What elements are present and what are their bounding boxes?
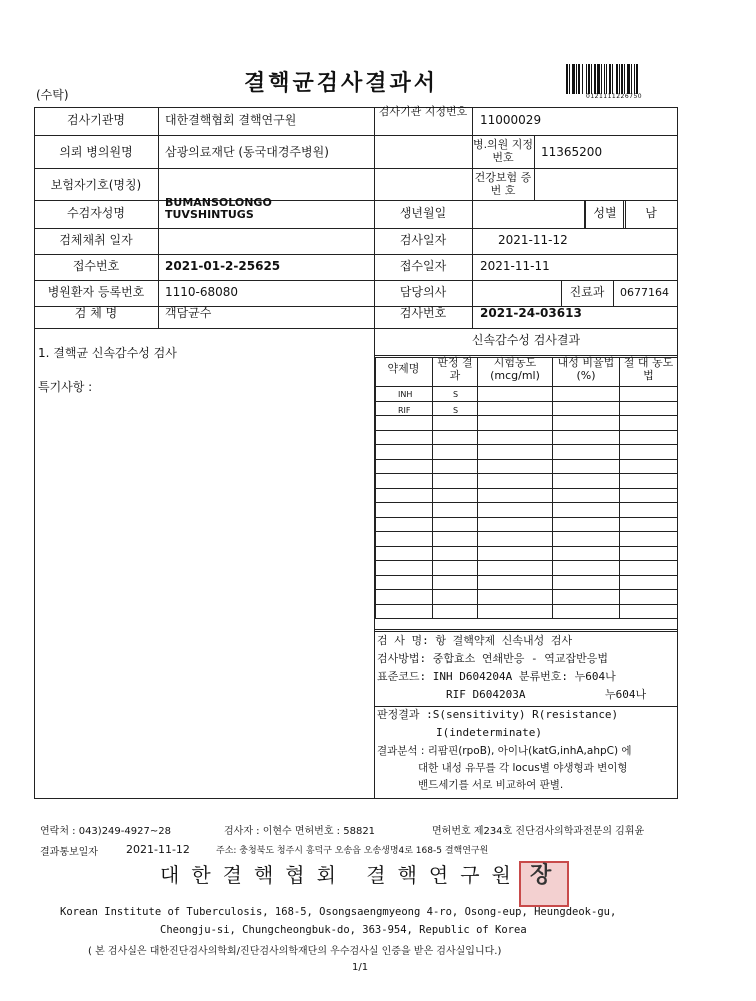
sex-value: 남	[645, 206, 657, 220]
lab-name-value: 대한결핵협회 결핵연구원	[165, 113, 297, 127]
header-concentration: 시험농도 (mcg/ml)	[490, 356, 540, 382]
certification-note: ( 본 검사실은 대한진단검사의학회/진단검사의학재단의 우수검사실 인증을 받은 검사실입니다.)	[88, 946, 502, 957]
table-column-line	[375, 357, 376, 618]
table-row-line	[375, 517, 677, 518]
lab-name-label: 검사기관명	[67, 113, 125, 127]
hospital-value: 삼광의료재단 (동국대경주병원)	[165, 145, 329, 159]
test-no-label: 검사번호	[399, 306, 447, 320]
license-info: 면허번호 제234호 진단검사의학과전문의 김휘윤	[432, 826, 645, 837]
table-row-line	[375, 415, 677, 416]
table-column-line	[432, 357, 433, 618]
page-title: 결핵균검사결과서	[244, 71, 439, 96]
table-row-line	[375, 459, 677, 460]
department-label: 진료과	[569, 285, 605, 299]
notice-date-label: 결과통보일자	[40, 847, 98, 858]
hospital-id-label: 병.의원 지정번호	[472, 138, 534, 164]
organization-name: 대한결핵협회 결핵연구원	[160, 863, 523, 887]
analysis-3: 밴드세기를 서로 비교하여 판별.	[418, 779, 564, 791]
standard-code: 표준코드: INH D604204A 분류번호: 누604나	[377, 670, 616, 683]
result-cell: S	[453, 390, 459, 399]
header-result: 판정 결과	[437, 356, 473, 382]
receipt-no-value: 2021-01-2-25625	[165, 259, 281, 273]
result-cell: S	[453, 406, 459, 415]
patient-name-line1: BUMANSOLONGO	[165, 196, 272, 209]
registration-no-value: 1110-68080	[165, 285, 239, 299]
header-resistance-ratio: 내성 비율법(%)	[557, 356, 615, 382]
barcode	[566, 64, 678, 94]
lab-id-value: 11000029	[480, 113, 542, 127]
remarks-label: 특기사항 :	[38, 380, 93, 394]
table-column-line	[619, 357, 620, 618]
table-row-line	[375, 502, 677, 503]
insurance-label: 보험자기호(명칭)	[50, 178, 142, 192]
page-number: 1/1	[352, 962, 369, 973]
test-method: 검사방법: 중합효소 연쇄반응 - 역교잡반응법	[377, 652, 609, 665]
contact-phone: 연락처 : 043)249-4927~28	[40, 826, 171, 837]
receipt-date-value: 2021-11-11	[480, 259, 550, 273]
table-column-line	[552, 357, 553, 618]
insurance-id-label: 건강보험 증 번 호	[474, 171, 532, 197]
table-row-line	[375, 401, 677, 402]
examiner-info: 검사자 : 이현수 면허번호 : 58821	[224, 826, 376, 837]
test-date-value: 2021-11-12	[498, 233, 568, 247]
table-row-line	[375, 575, 677, 576]
receipt-label: (수탁)	[36, 88, 69, 102]
judgement-1: 판정결과 :S(sensitivity) R(resistance)	[377, 708, 619, 721]
receipt-no-label: 접수번호	[72, 259, 120, 273]
department-value: 0677164	[620, 286, 669, 299]
table-row-line	[375, 386, 677, 387]
test-name: 검 사 명: 항 결핵약제 신속내성 검사	[377, 634, 573, 647]
hospital-label: 의뢰 병의원명	[59, 145, 133, 159]
hospital-id-value: 11365200	[541, 145, 603, 159]
patient-name-line2: TUVSHINTUGS	[165, 208, 254, 221]
table-column-line	[477, 357, 478, 618]
table-row-line	[375, 531, 677, 532]
test-no-value: 2021-24-03613	[480, 306, 582, 320]
table-row-line	[375, 488, 677, 489]
judgement-2: I(indeterminate)	[436, 726, 542, 739]
header-absolute-conc: 절 대 농도법	[623, 356, 674, 382]
table-row-line	[375, 473, 677, 474]
table-row-line	[375, 560, 677, 561]
table-row-line	[375, 618, 677, 619]
standard-code-2: RIF D604203A	[446, 688, 526, 701]
barcode-number: 0121111226750	[586, 93, 643, 100]
notice-date: 2021-11-12	[126, 843, 190, 856]
drug-cell: RIF	[398, 406, 411, 415]
header-drug: 약제명	[387, 362, 420, 375]
analysis-2: 대한 내성 유무를 각 locus별 야생형과 변이형	[418, 762, 628, 774]
sensitivity-title: 신속감수성 검사결과	[471, 333, 581, 347]
analysis-1: 결과분석 : 리팜핀(rpoB), 아이나(katG,inhA,ahpC) 에	[377, 745, 632, 757]
test-item: 1. 결핵균 신속감수성 검사	[38, 346, 177, 360]
address-english-1: Korean Institute of Tuberculosis, 168-5, Osongsaengmyeong 4-ro, Osong-eup, Heungdeok-gu,	[60, 906, 617, 918]
table-row-line	[375, 430, 677, 431]
seal-character: 장	[530, 863, 552, 888]
sex-label: 성별	[593, 206, 617, 220]
barcode-bar	[638, 64, 639, 94]
birth-date-label: 생년월일	[399, 206, 447, 220]
address-english-2: Cheongju-si, Chungcheongbuk-do, 363-954, Republic of Korea	[160, 924, 527, 936]
registration-no-label: 병원환자 등록번호	[47, 285, 145, 299]
drug-cell: INH	[398, 390, 413, 399]
specimen-label: 검 체 명	[74, 306, 118, 320]
receipt-date-label: 접수일자	[399, 259, 447, 273]
test-date-label: 검사일자	[399, 233, 447, 247]
table-row-line	[375, 444, 677, 445]
specimen-value: 객담균수	[165, 306, 212, 320]
table-row-line	[375, 546, 677, 547]
table-row-line	[375, 604, 677, 605]
class-code-2: 누604나	[605, 688, 647, 701]
doctor-label: 담당의사	[399, 285, 447, 299]
collection-date-label: 검체채취 일자	[59, 233, 133, 247]
lab-id-label: 검사기관 지정번호	[378, 105, 468, 118]
table-column-line	[677, 357, 678, 618]
table-row-line	[375, 589, 677, 590]
address-korean: 주소: 충청북도 청주시 흥덕구 오송읍 오송생명4로 168-5 결핵연구원	[216, 846, 489, 856]
patient-name-label: 수검자성명	[67, 206, 125, 220]
